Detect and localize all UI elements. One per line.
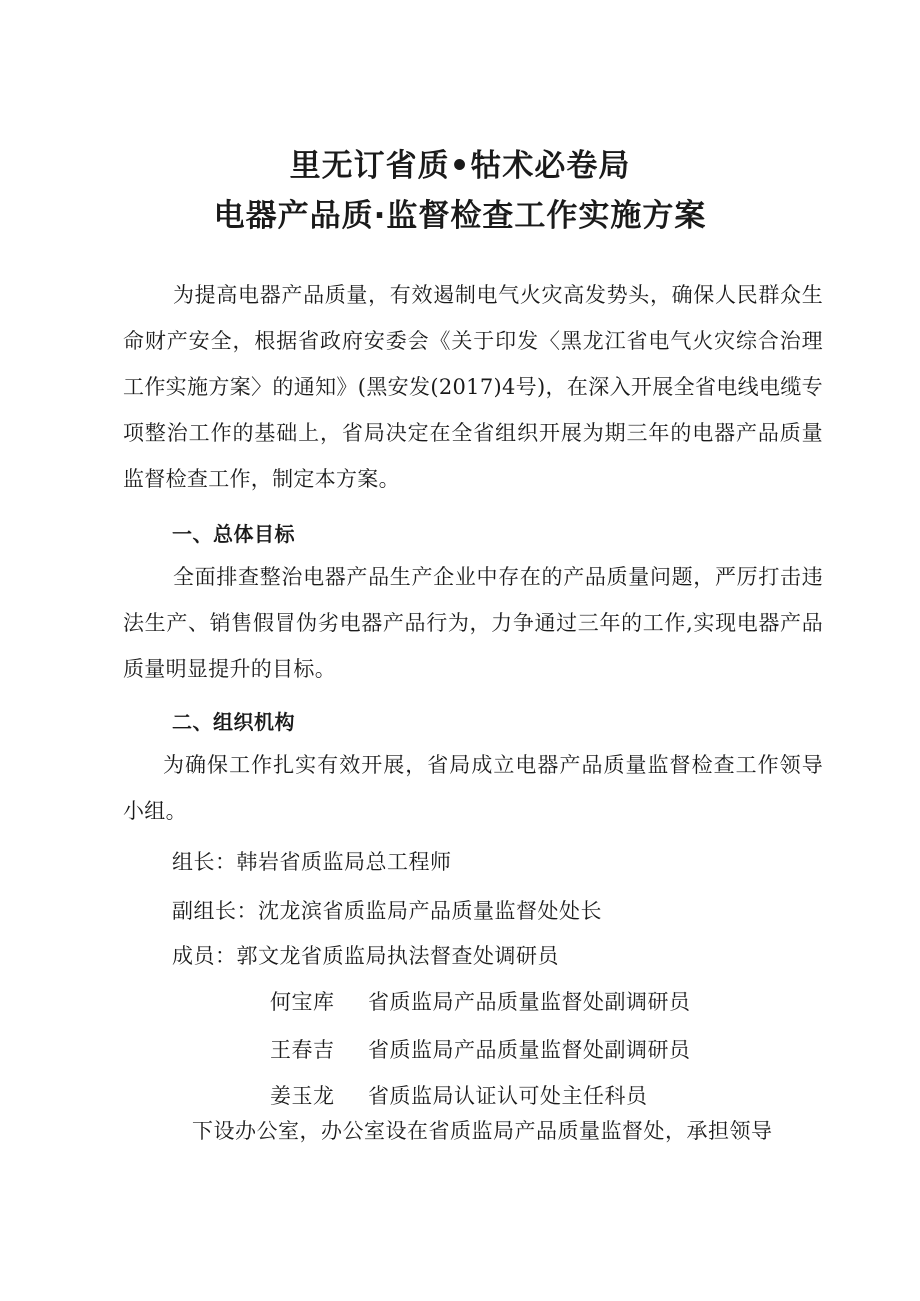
office-paragraph-start: 下设办公室，办公室设在省质监局产品质量监督处，承担领导 (192, 1119, 773, 1143)
intro-paragraph: 为提高电器产品质量，有效遏制电气火灾高发势头，确保人民群众生命财产安全，根据省政府安委会《关于印发〈黑龙江省电气火灾综合治理工作实施方案〉的通知》(黑安发(2017)4号)，在深入开展全省电线电缆专项整治工作的基础上，省局决定在全省组织开展为期三年的电器产品质量监督检查工作，制定本方案。 (123, 283, 823, 491)
deputy-leader-line: 副组长：沈龙滨省质监局产品质量监督处处长 (172, 899, 602, 923)
members-first-line: 成员：郭文龙省质监局执法督查处调研员 (172, 944, 559, 968)
section-heading-organization: 二、组织机构 (172, 710, 295, 734)
member-name: 姜玉龙 (270, 1084, 335, 1108)
organization-paragraph: 为确保工作扎实有效开展，省局成立电器产品质量监督检查工作领导小组。 (123, 753, 823, 823)
member-name: 何宝库 (270, 990, 335, 1014)
member-role: 省质监局产品质量监督处副调研员 (368, 990, 691, 1014)
member-name: 王春吉 (270, 1038, 335, 1062)
overall-goal-paragraph: 全面排查整治电器产品生产企业中存在的产品质量问题，严厉打击违法生产、销售假冒伪劣电器产品行为，力争通过三年的工作,实现电器产品质量明显提升的目标。 (123, 565, 823, 681)
member-role: 省质监局认证认可处主任科员 (368, 1084, 648, 1108)
document-title-line-1: 里无订省质•牯术必卷局 (289, 148, 631, 184)
group-leader-line: 组长：韩岩省质监局总工程师 (172, 850, 452, 874)
document-title-line-2: 电器产品质·监督检查工作实施方案 (213, 198, 707, 234)
section-heading-overall-goal: 一、总体目标 (172, 522, 295, 546)
member-role: 省质监局产品质量监督处副调研员 (368, 1038, 691, 1062)
